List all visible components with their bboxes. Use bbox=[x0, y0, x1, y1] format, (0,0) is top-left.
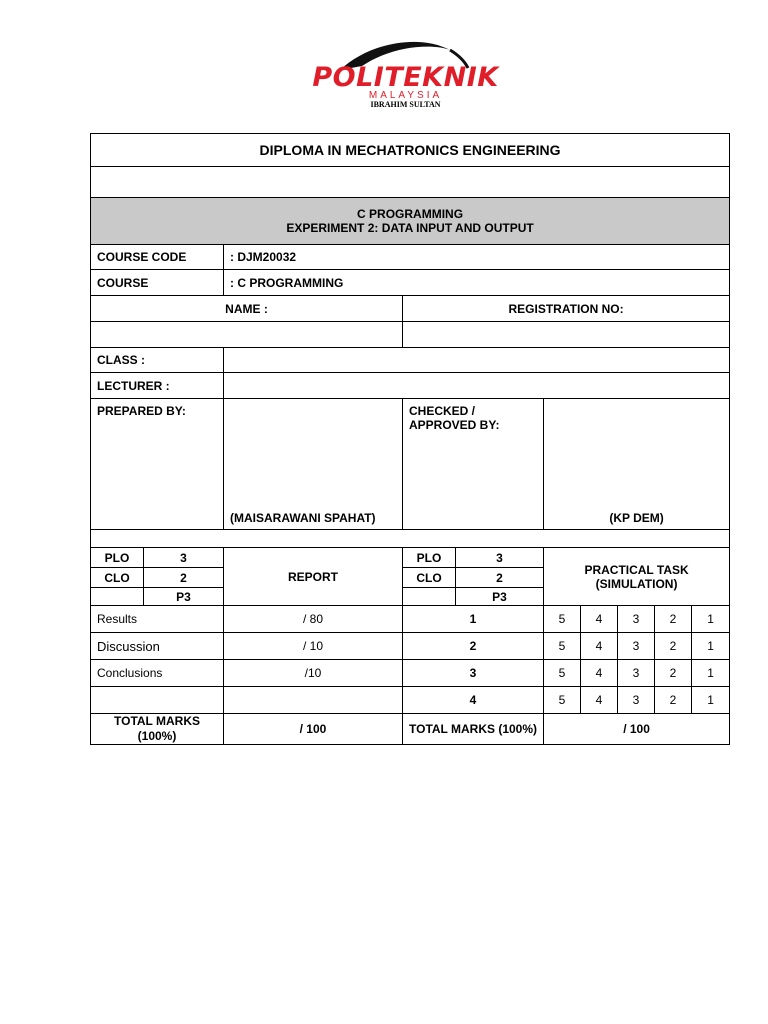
subject-row bbox=[91, 198, 730, 245]
subject-title: C PROGRAMMING bbox=[357, 207, 464, 221]
criteria-label: Discussion bbox=[91, 633, 224, 660]
name-header-row bbox=[91, 296, 730, 322]
scale-cell[interactable]: 3 bbox=[618, 660, 655, 687]
course-label: COURSE bbox=[91, 270, 224, 296]
lab-report-cover-table bbox=[90, 133, 730, 745]
task-number: 3 bbox=[403, 660, 544, 687]
practical-task-label: PRACTICAL TASK (SIMULATION) bbox=[544, 548, 730, 606]
class-label: CLASS : bbox=[91, 348, 224, 373]
lecturer-label: LECTURER : bbox=[91, 373, 224, 399]
criteria-label: Conclusions bbox=[91, 660, 224, 687]
course-row bbox=[91, 270, 730, 296]
criteria-marks[interactable]: / 80 bbox=[224, 606, 403, 633]
prepared-name: (MAISARAWANI SPAHAT) bbox=[224, 399, 403, 530]
task-number: 4 bbox=[403, 687, 544, 714]
scale-cell[interactable]: 2 bbox=[655, 660, 692, 687]
scale-cell[interactable]: 3 bbox=[618, 687, 655, 714]
experiment-title: EXPERIMENT 2: DATA INPUT AND OUTPUT bbox=[286, 221, 534, 235]
criteria-label bbox=[91, 687, 224, 714]
criteria-label: Results bbox=[91, 606, 224, 633]
scale-cell[interactable]: 2 bbox=[655, 633, 692, 660]
left-p-blank bbox=[91, 588, 144, 606]
report-label: REPORT bbox=[224, 548, 403, 606]
blank-cell bbox=[91, 167, 730, 198]
logo-country-text: MALAYSIA bbox=[368, 90, 443, 101]
scale-cell[interactable]: 5 bbox=[544, 606, 581, 633]
program-row bbox=[91, 134, 730, 167]
logo-campus-text: IBRAHIM SULTAN bbox=[370, 100, 441, 109]
left-total-value[interactable]: / 100 bbox=[224, 714, 403, 745]
spacer-row bbox=[91, 530, 730, 548]
checked-name: (KP DEM) bbox=[544, 399, 730, 530]
left-clo-value: 2 bbox=[144, 568, 224, 588]
scale-cell[interactable]: 1 bbox=[692, 633, 730, 660]
spacer-cell bbox=[91, 530, 730, 548]
scale-cell[interactable]: 1 bbox=[692, 660, 730, 687]
scale-cell[interactable]: 1 bbox=[692, 687, 730, 714]
right-total-label: TOTAL MARKS (100%) bbox=[403, 714, 544, 745]
left-total-label: TOTAL MARKS (100%) bbox=[91, 714, 224, 745]
scale-cell[interactable]: 4 bbox=[581, 660, 618, 687]
task-number: 1 bbox=[403, 606, 544, 633]
logo-brand-text: POLITEKNIK bbox=[312, 62, 499, 93]
course-value: : C PROGRAMMING bbox=[224, 270, 730, 296]
blank-row bbox=[91, 167, 730, 198]
right-clo-label: CLO bbox=[403, 568, 456, 588]
course-code-value: : DJM20032 bbox=[224, 245, 730, 270]
name-field[interactable] bbox=[91, 322, 403, 348]
lecturer-field[interactable] bbox=[224, 373, 730, 399]
course-code-label: COURSE CODE bbox=[91, 245, 224, 270]
criteria-row bbox=[91, 633, 730, 660]
checked-label: CHECKED / APPROVED BY: bbox=[403, 399, 544, 530]
right-clo-value: 2 bbox=[456, 568, 544, 588]
criteria-row bbox=[91, 606, 730, 633]
right-plo-label: PLO bbox=[403, 548, 456, 568]
scale-cell[interactable]: 5 bbox=[544, 660, 581, 687]
signature-row bbox=[91, 399, 730, 530]
right-p-value: P3 bbox=[456, 588, 544, 606]
scale-cell[interactable]: 3 bbox=[618, 633, 655, 660]
right-total-value[interactable]: / 100 bbox=[544, 714, 730, 745]
prepared-label: PREPARED BY: bbox=[91, 399, 224, 530]
criteria-marks[interactable]: / 10 bbox=[224, 633, 403, 660]
name-input-row bbox=[91, 322, 730, 348]
criteria-row bbox=[91, 687, 730, 714]
name-label: NAME : bbox=[91, 296, 403, 322]
criteria-marks[interactable] bbox=[224, 687, 403, 714]
course-code-row bbox=[91, 245, 730, 270]
task-number: 2 bbox=[403, 633, 544, 660]
right-plo-value: 3 bbox=[456, 548, 544, 568]
left-plo-label: PLO bbox=[91, 548, 144, 568]
scale-cell[interactable]: 4 bbox=[581, 687, 618, 714]
class-field[interactable] bbox=[224, 348, 730, 373]
scale-cell[interactable]: 2 bbox=[655, 687, 692, 714]
scale-cell[interactable]: 5 bbox=[544, 687, 581, 714]
right-p-blank bbox=[403, 588, 456, 606]
registration-label: REGISTRATION NO: bbox=[403, 296, 730, 322]
left-clo-label: CLO bbox=[91, 568, 144, 588]
subject-cell bbox=[91, 198, 730, 245]
criteria-marks[interactable]: /10 bbox=[224, 660, 403, 687]
total-row bbox=[91, 714, 730, 745]
registration-field[interactable] bbox=[403, 322, 730, 348]
plo-row bbox=[91, 548, 730, 568]
politeknik-logo bbox=[300, 36, 510, 112]
scale-cell[interactable]: 3 bbox=[618, 606, 655, 633]
criteria-row bbox=[91, 660, 730, 687]
scale-cell[interactable]: 2 bbox=[655, 606, 692, 633]
scale-cell[interactable]: 1 bbox=[692, 606, 730, 633]
class-row bbox=[91, 348, 730, 373]
left-plo-value: 3 bbox=[144, 548, 224, 568]
left-p-value: P3 bbox=[144, 588, 224, 606]
scale-cell[interactable]: 4 bbox=[581, 633, 618, 660]
lecturer-row bbox=[91, 373, 730, 399]
program-title: DIPLOMA IN MECHATRONICS ENGINEERING bbox=[91, 134, 730, 167]
scale-cell[interactable]: 4 bbox=[581, 606, 618, 633]
scale-cell[interactable]: 5 bbox=[544, 633, 581, 660]
